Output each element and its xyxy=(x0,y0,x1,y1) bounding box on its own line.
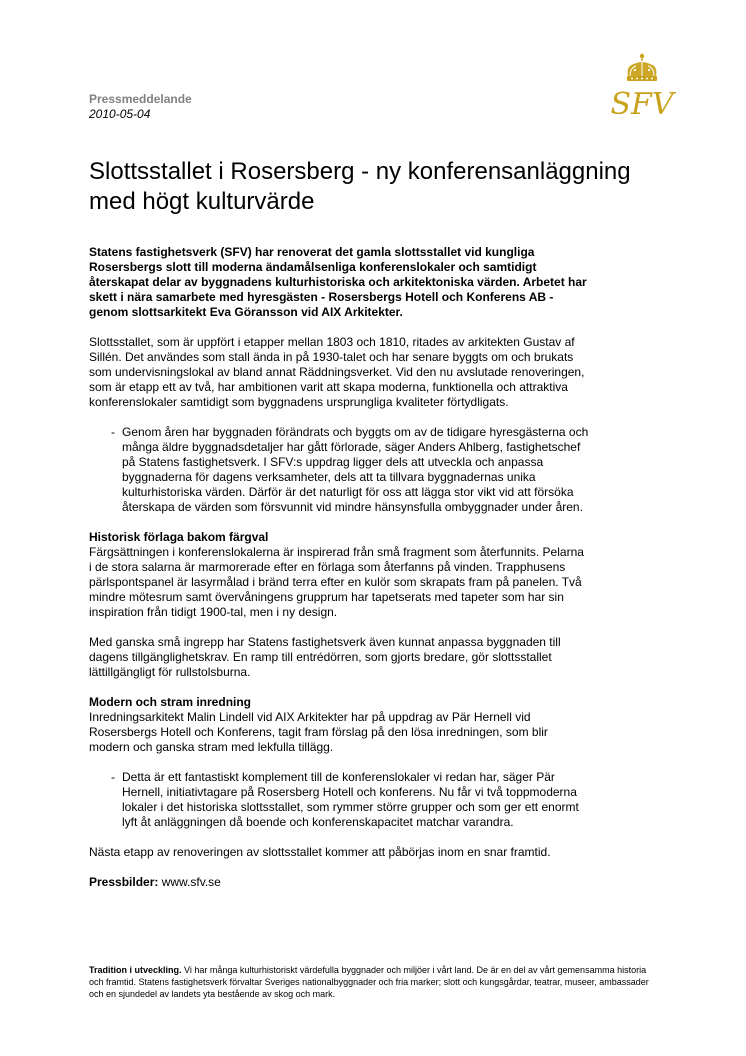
bullet-text: Genom åren har byggnaden förändrats och byggts om av de tidigare hyresgästerna och många äldre byggnadsdetaljer har gått förlorade, säger Anders Ahlberg, fastighetschef på Statens fastighetsverk. I SFV:s uppdrag ligger dels att utveckla och anpassa byggnaderna för dagens verksamheter, dels att ta tillvara byggnadernas unika kulturhistoriska värden. Därför är det naturligt för oss att lägga stor vikt vid att försöka återskapa de värden som försvunnit vid mindre hänsynsfulla ombyggnader under åren. xyxy=(122,425,589,514)
body-paragraph-2: Med ganska små ingrepp har Statens fastighetsverk även kunnat anpassa byggnaden till dagens tillgänglighetskrav. En ramp till entrédörren, som gjorts bredare, gör slottsstallet lättillgängligt för rullstolsburna. xyxy=(89,635,561,679)
press-images-link[interactable]: www.sfv.se xyxy=(161,875,221,889)
body-paragraph-1: Slottsstallet, som är uppfört i etapper mellan 1803 och 1810, ritades av arkitekten Gustav af Sillén. Det användes som stall ända in på 1930-talet och har senare byggts om och brukats som undervisningslokal av bland annat Räddningsverket. Vid den nu avslutade renoveringen, som är etapp ett av två, har ambitionen varit att skapa moderna, funktionella och attraktiva konferenslokaler samtidigt som byggnadens ursprungliga kvaliteter förtydligats. xyxy=(89,335,585,409)
document-meta xyxy=(89,92,192,122)
section-text-2: Inredningsarkitekt Malin Lindell vid AIX Arkitekter har på uppdrag av Pär Hernell vid Rosersbergs Hotell och Konferens, tagit fram förslag på den lösa inredningen, som blir modern och ganska stram med lekfulla tillägg. xyxy=(89,710,548,754)
quote-bullet-2 xyxy=(89,770,589,830)
bullet-text: Detta är ett fantastiskt komplement till de konferenslokaler vi redan har, säger Pär Hernell, initiativtagare på Rosersberg Hotell och konferens. Nu får vi två toppmoderna lokaler i det historiska slottsstallet, som rymmer större grupper och som ger ett enormt lyft åt anläggningen då boende och konferenskapacitet matchar varandra. xyxy=(122,770,579,829)
section-heading-2: Modern och stram inredning xyxy=(89,695,252,709)
page-title: Slottsstallet i Rosersberg - ny konferensanläggning med högt kulturvärde xyxy=(89,158,631,215)
body-paragraph-3: Nästa etapp av renoveringen av slottsstallet kommer att påbörjas inom en snar framtid. xyxy=(89,845,551,859)
press-images-line xyxy=(89,875,589,890)
section-text-1: Färgsättningen i konferenslokalerna är inspirerad från små fragment som återfunnits. Pelarna i de stora salarna är marmorerade efter en förlaga som återfanns på vinden. Trapphusens pärlspontspanel är lasyrmålad i bränd terra efter en kulör som skrapats fram på panelen. Två mindre mötesrum samt övervåningens grupprum har tapetserats med tapeter som har sin inspiration från tidigt 1900-tal, men i ny design. xyxy=(89,545,584,619)
document-body xyxy=(89,245,589,890)
bullet-dash: - xyxy=(111,425,115,439)
lead-paragraph: Statens fastighetsverk (SFV) har renoverat det gamla slottsstallet vid kungliga Rosersbergs slott till moderna ändamålsenliga konferenslokaler och samtidigt återskapat delar av byggnadens kulturhistoriska och arkitektoniska värden. Arbetet har skett i nära samarbete med hyresgästen - Rosersbergs Hotell och Konferens AB - genom slottsarkitekt Eva Göransson vid AIX Arkitekter. xyxy=(89,245,587,319)
quote-bullet-1 xyxy=(89,425,589,515)
sfv-crown-logo xyxy=(606,52,678,124)
footer-body: Vi har många kulturhistoriskt värdefulla byggnader och miljöer i vårt land. De är en del av vårt gemensamma historia och framtid. Statens fastighetsverk förvaltar Sveriges nationalbyggnader och fria marker; slott och kungsgårdar, teatrar, museer, ambassader och en sjundedel av landets yta bestående av skog och mark. xyxy=(89,965,649,999)
bullet-dash: - xyxy=(111,770,115,784)
press-images-label: Pressbilder: xyxy=(89,875,159,889)
footer-lead: Tradition i utveckling. xyxy=(89,965,182,975)
document-date: 2010-05-04 xyxy=(89,107,151,121)
section-heading-1: Historisk förlaga bakom färgval xyxy=(89,530,269,544)
footer-text xyxy=(89,964,649,1000)
svg-text:SFV: SFV xyxy=(610,87,674,122)
document-type-label: Pressmeddelande xyxy=(89,92,192,106)
